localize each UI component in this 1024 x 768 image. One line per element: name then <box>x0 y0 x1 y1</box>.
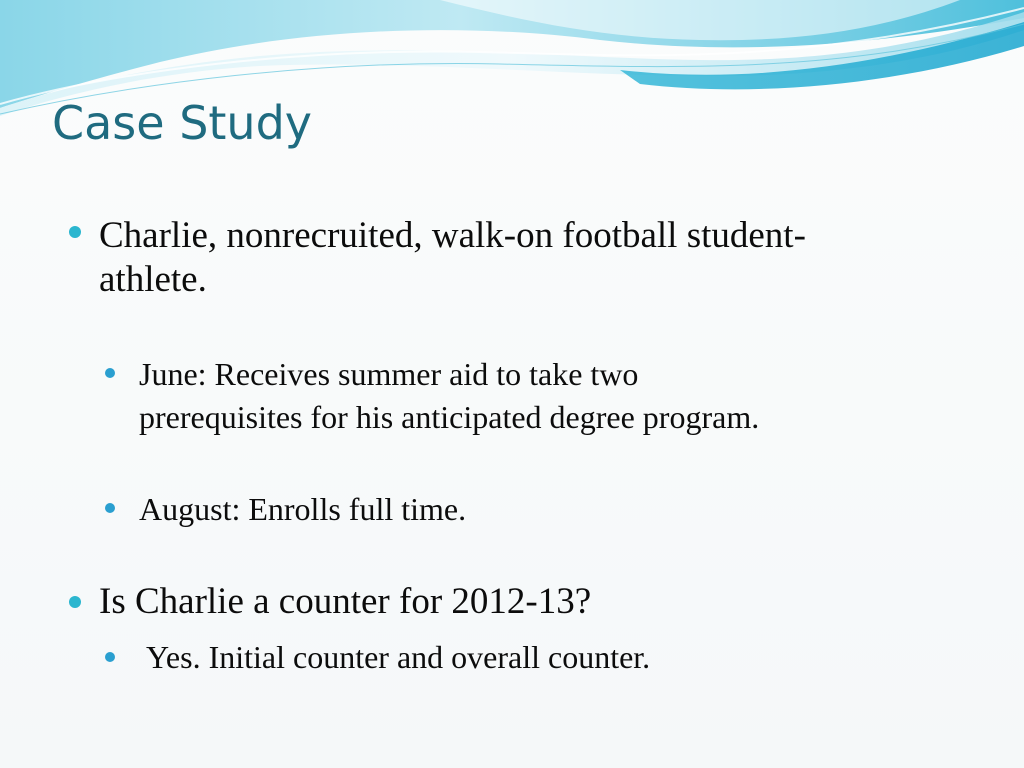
bullet-level2-icon <box>105 503 115 513</box>
bullet-text <box>139 353 759 439</box>
bullet-line: Is Charlie a counter for 2012-13? <box>99 581 592 622</box>
bullet-level2-icon <box>105 652 115 662</box>
bullet-line: Charlie, nonrecruited, walk-on football student- <box>99 215 806 256</box>
bullet-level1-icon <box>69 226 81 238</box>
slide-title: Case Study <box>52 96 313 150</box>
bullet-line: August: Enrolls full time. <box>139 491 467 527</box>
bullet-text <box>139 488 466 531</box>
bullet-text <box>99 214 806 302</box>
bullet-line: athlete. <box>99 259 207 300</box>
bullet-text <box>99 580 591 624</box>
bullet-line: Yes. Initial counter and overall counter. <box>146 639 651 675</box>
bullet-level2-icon <box>105 368 115 378</box>
bullet-level1-icon <box>69 596 81 608</box>
bullet-line: prerequisites for his anticipated degree program. <box>139 399 760 435</box>
bullet-line: June: Receives summer aid to take two <box>139 356 639 392</box>
bullet-text <box>146 636 650 679</box>
